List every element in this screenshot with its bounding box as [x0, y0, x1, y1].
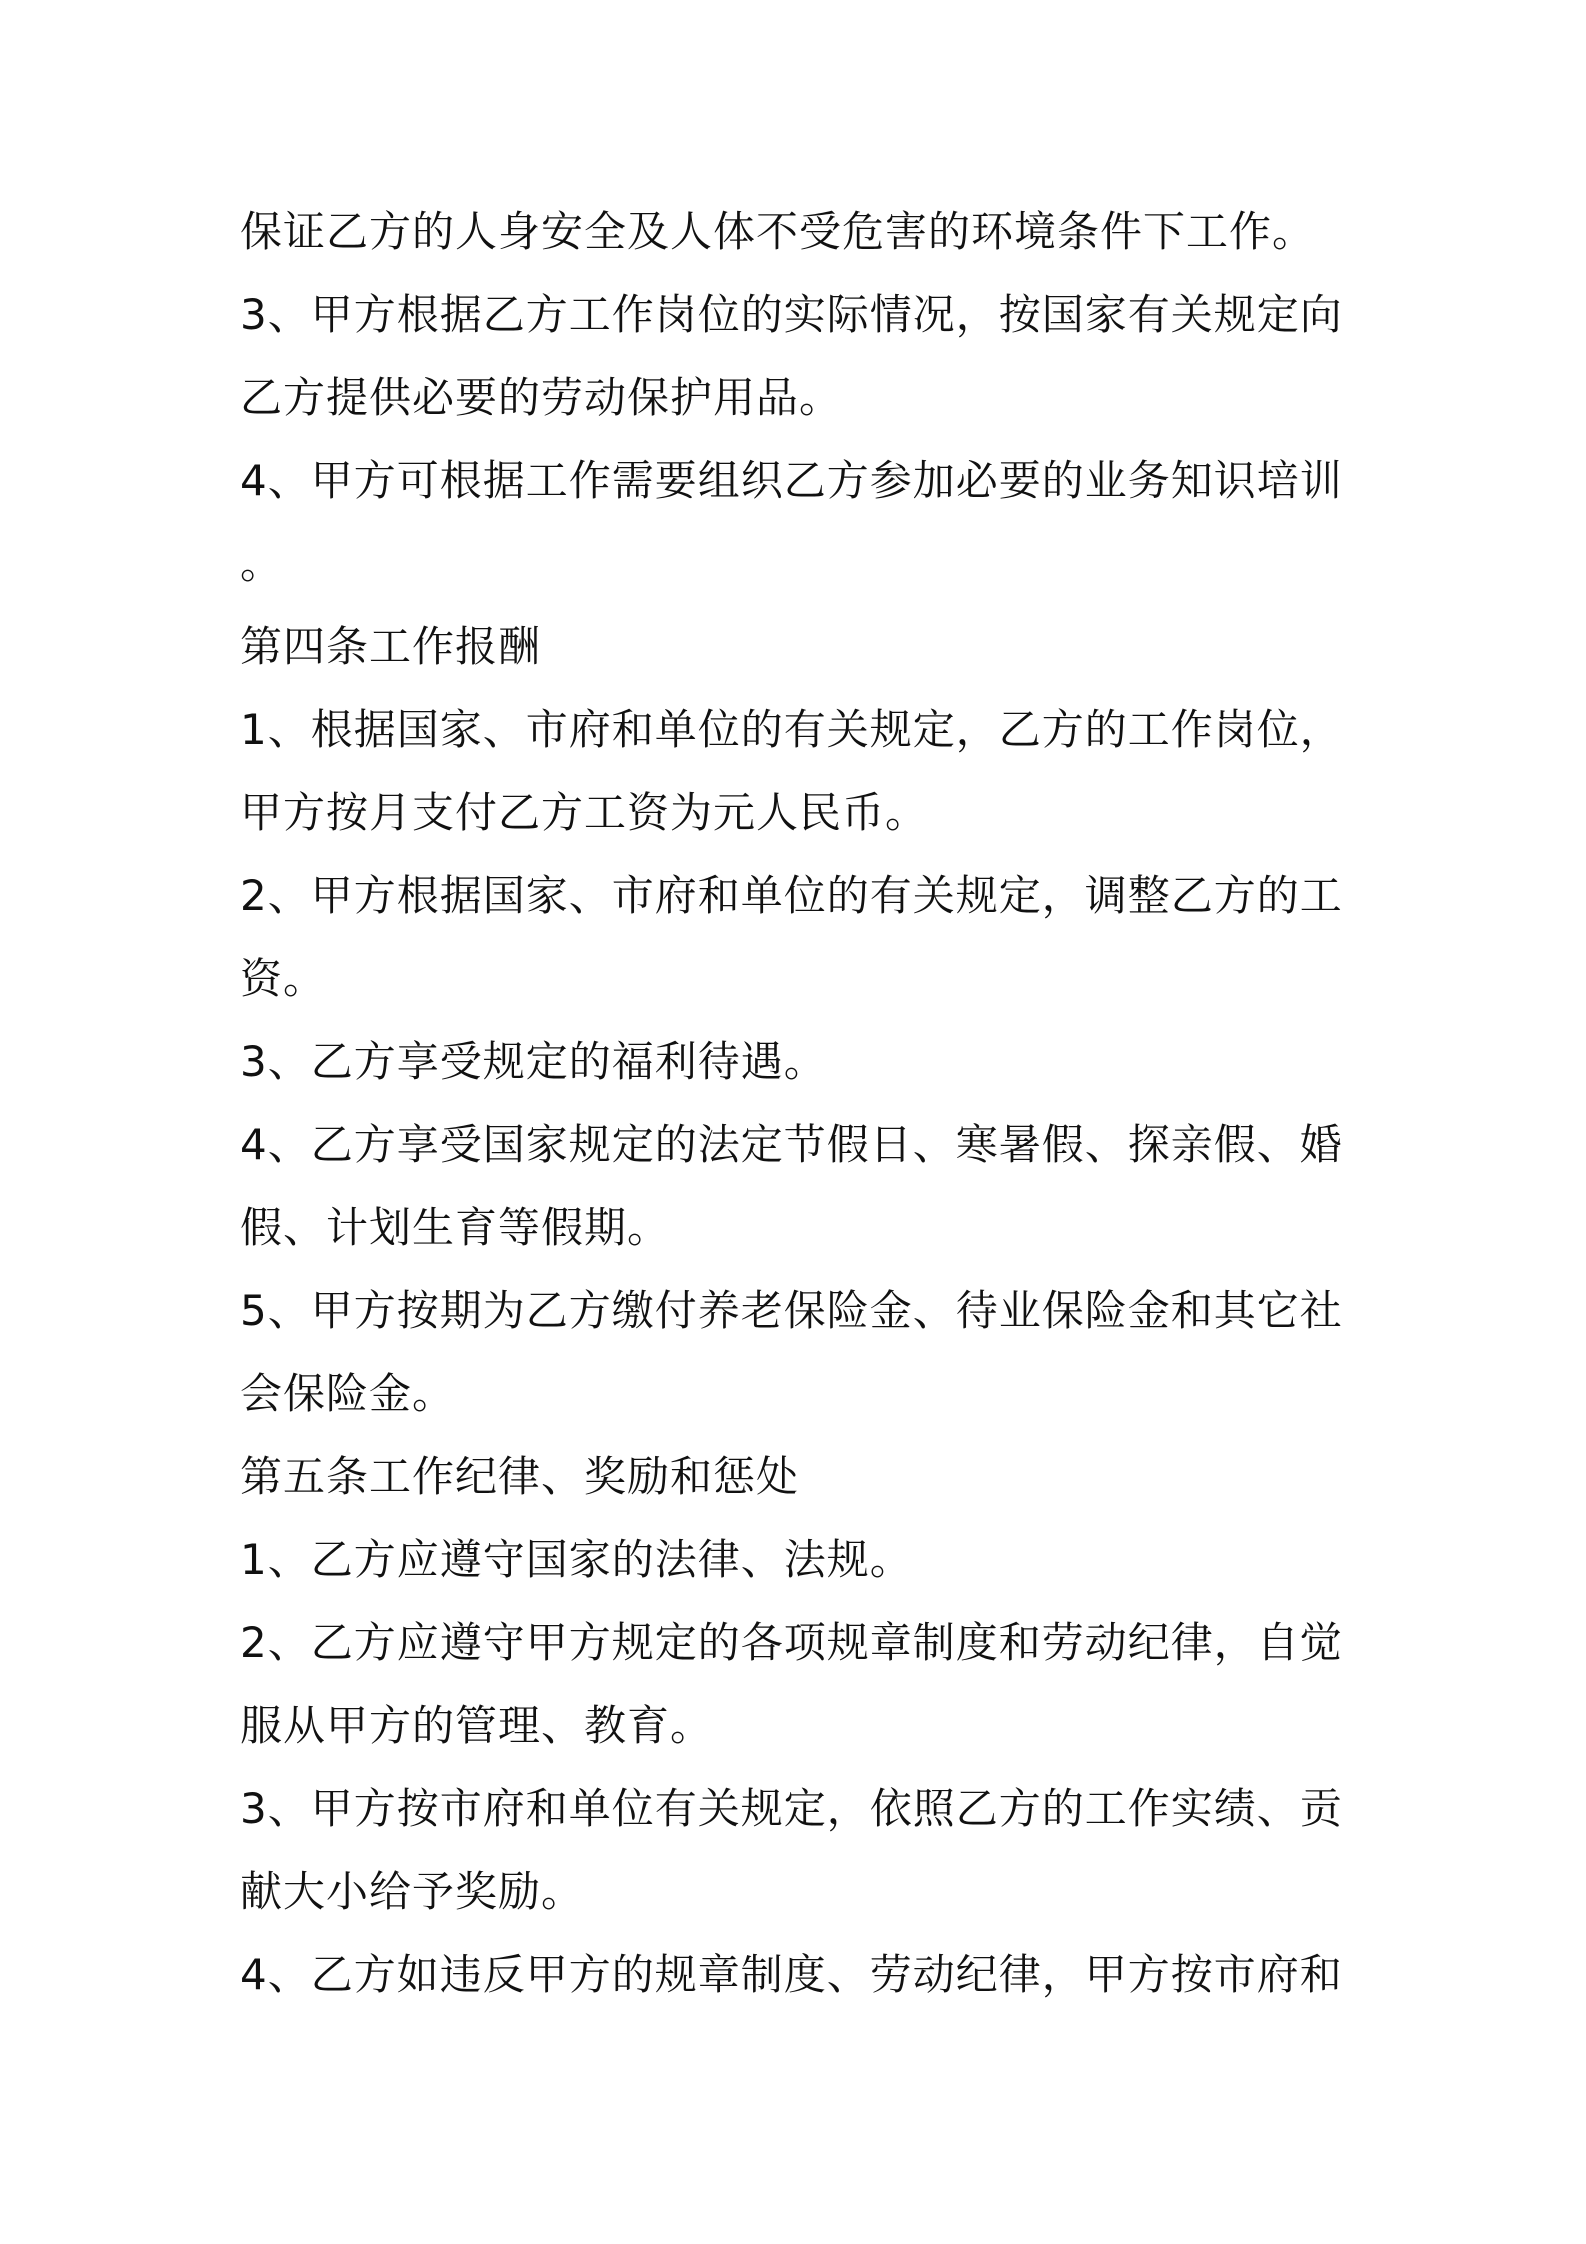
text-line: 乙方提供必要的劳动保护用品。 [240, 373, 843, 422]
text-line: 2、甲方根据国家、市府和单位的有关规定，调整乙方的工 [240, 871, 1343, 920]
text-line: 会保险金。 [240, 1369, 456, 1418]
text-line: 4、甲方可根据工作需要组织乙方参加必要的业务知识培训 [240, 456, 1343, 505]
text-line: 假、计划生育等假期。 [240, 1203, 671, 1252]
text-line: 3、甲方根据乙方工作岗位的实际情况，按国家有关规定向 [240, 290, 1343, 339]
text-line: 甲方按月支付乙方工资为元人民币。 [240, 788, 929, 837]
text-line: 3、乙方享受规定的福利待遇。 [240, 1037, 827, 1086]
text-line: 4、乙方享受国家规定的法定节假日、寒暑假、探亲假、婚 [240, 1120, 1343, 1169]
text-line: 5、甲方按期为乙方缴付养老保险金、待业保险金和其它社 [240, 1286, 1343, 1335]
text-line: 4、乙方如违反甲方的规章制度、劳动纪律，甲方按市府和 [240, 1950, 1343, 1999]
text-line: 献大小给予奖励。 [240, 1867, 585, 1916]
text-line: 服从甲方的管理、教育。 [240, 1701, 714, 1750]
document-body [240, 190, 1360, 2016]
section-heading: 第五条工作纪律、奖励和惩处 [240, 1452, 800, 1501]
text-line: 资。 [240, 954, 327, 1003]
text-line: 2、乙方应遵守甲方规定的各项规章制度和劳动纪律，自觉 [240, 1618, 1343, 1667]
text-line: 。 [240, 539, 284, 588]
text-line: 1、根据国家、市府和单位的有关规定，乙方的工作岗位， [240, 705, 1343, 754]
section-heading: 第四条工作报酬 [240, 622, 542, 671]
text-line: 1、乙方应遵守国家的法律、法规。 [240, 1535, 913, 1584]
text-line: 保证乙方的人身安全及人体不受危害的环境条件下工作。 [240, 207, 1316, 256]
text-line: 3、甲方按市府和单位有关规定，依照乙方的工作实绩、贡 [240, 1784, 1343, 1833]
